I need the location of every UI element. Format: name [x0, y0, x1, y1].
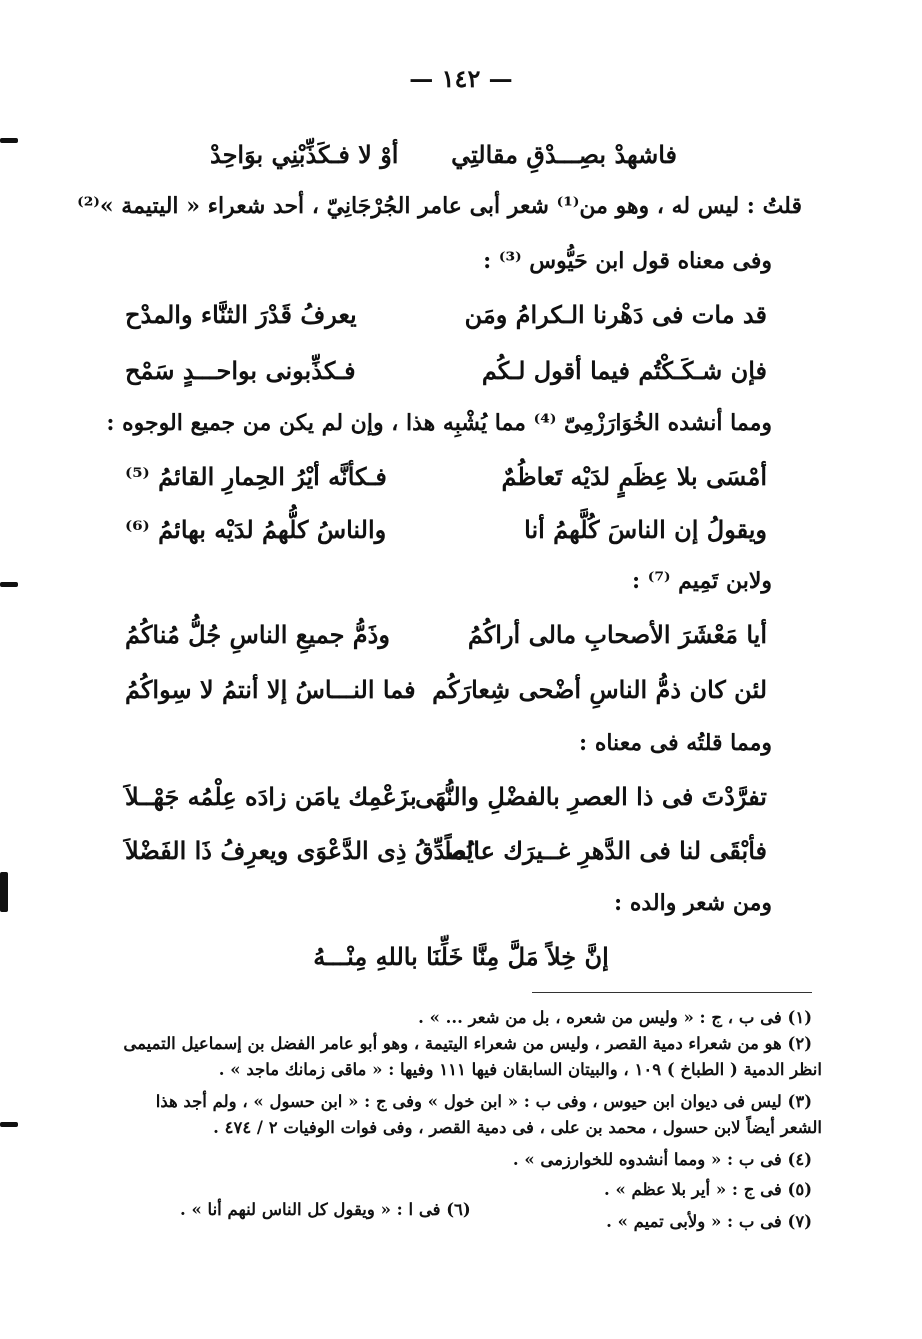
verse-hemistich-right: فإن شـكَـكْتُم فيما أقول لـكُم	[481, 356, 767, 385]
page-number: — ١٤٢ —	[409, 64, 513, 93]
footnote: (٧) فى ب : « ولأبى تميم » .	[606, 1212, 812, 1231]
verse-hemistich-left: والناسُ كلُّهمُ لدَيْه بهائمُ ⁽⁶⁾	[125, 515, 387, 544]
footnote: (٤) فى ب : « ومما أنشدوه للخوارزمى » .	[512, 1150, 812, 1169]
verse-hemistich-right: أمْسَى بلا عِظَمٍ لدَيْه تَعاظُمٌ	[501, 462, 767, 491]
footnote: (٥) فى ج : « أير بلا عظم » .	[603, 1180, 812, 1199]
prose-line: ومما قلتُه فى معناه :	[579, 730, 772, 756]
footnote: انظر الدمية ( الطباخ ) ١٠٩ ، والبيتان السابقان فيها ١١١ وفيها : « ماقى زمانك ماجد » .	[218, 1060, 822, 1079]
verse-hemistich-right: فأبْقَى لنا فى الدَّهرِ غــيرَك عالماً	[444, 836, 767, 865]
prose-line: ومما أنشده الخُوَارَزْمِىّ ⁽⁴⁾ مما يُشْبِه هذا ، وإن لم يكن من جميع الوجوه :	[106, 410, 772, 436]
footnote: الشعر أيضاً لابن حسول ، محمد بن على ، فى دمية القصر ، وفى فوات الوفيات ٢ / ٤٧٤ .	[213, 1118, 822, 1137]
verse-hemistich-right: ويقولُ إن الناسَ كُلَّهمُ أنا	[524, 515, 767, 544]
footnote: (٢) هو من شعراء دمية القصر ، وليس من شعراء اليتيمة ، وهو أبو عامر الفضل بن إسماعيل التميمى	[123, 1034, 812, 1053]
margin-mark	[0, 1122, 18, 1127]
verse-hemistich-left: يُصدِّقُ ذِى الدَّعْوَى ويعرِفُ ذَا الفَضْلاَ	[125, 836, 474, 865]
verse-hemistich-left: يعرفُ قَدْرَ الثنَّاء والمدْح	[125, 300, 357, 329]
verse-hemistich-left: وذَمُّ جميعِ الناسِ جُلُّ مُناكُمُ	[125, 620, 390, 649]
verse-hemistich-right: تفرَّدْتَ فى ذا العصرِ بالفضْلِ والنُّهَى	[415, 782, 767, 811]
verse-line-centered: إنَّ خِلاً مَلَّ مِنَّا خَلِّنَا باللهِ مِنْـــهُ	[313, 942, 609, 971]
prose-line: ولابن تَمِيم ⁽⁷⁾ :	[631, 568, 772, 594]
footnote: (١) فى ب ، ج : « وليس من شعره ، بل من شعر ... » .	[418, 1008, 812, 1027]
footnote: (٦) فى ا : « ويقول كل الناس لنهم أنا » .	[180, 1200, 471, 1219]
verse-hemistich-right: أيا مَعْشَرَ الأصحابِ مالى أراكُمُ	[467, 620, 767, 649]
verse-hemistich-left: فـكذِّبونى بواحـــدٍ سَمْح	[125, 356, 356, 385]
prose-line: وفى معناه قول ابن حَيُّوس ⁽³⁾ :	[483, 248, 772, 274]
verse-hemistich-left: أوْ لا فـكَذِّبْنِي بوَاحِدْ	[210, 140, 399, 169]
margin-mark	[0, 872, 8, 912]
verse-hemistich-right: فاشهدْ بصِـــدْقِ مقالتِي	[451, 140, 677, 169]
prose-line: قلتُ : ليس له ، وهو من⁽¹⁾ شعر أبى عامر الجُرْجَانِيّ ، أحد شعراء « اليتيمة »⁽²⁾	[77, 193, 802, 219]
verse-hemistich-right: لئن كان ذمُّ الناسِ أضْحى شِعارَكُم	[432, 675, 767, 704]
verse-hemistich-left: بزَعْمِك يامَن زادَه عِلْمُه جَهْــلاَ	[125, 782, 417, 811]
margin-mark	[0, 138, 18, 143]
prose-line: ومن شعر والده :	[614, 890, 772, 916]
verse-hemistich-left: فما النـــاسُ إلا أنتمُ لا سِواكُمُ	[125, 675, 416, 704]
footnote: (٣) ليس فى ديوان ابن حيوس ، وفى ب : « ابن خول » وفى ج : « ابن حسول » ، ولم أجد هذا	[155, 1092, 812, 1111]
verse-hemistich-right: قد مات فى دَهْرنا الـكرامُ ومَن	[464, 300, 767, 329]
margin-mark	[0, 582, 18, 587]
footnote-rule	[532, 992, 812, 993]
verse-hemistich-left: فـكأنَّه أيْرُ الحِمارِ القائمُ ⁽⁵⁾	[125, 462, 387, 491]
